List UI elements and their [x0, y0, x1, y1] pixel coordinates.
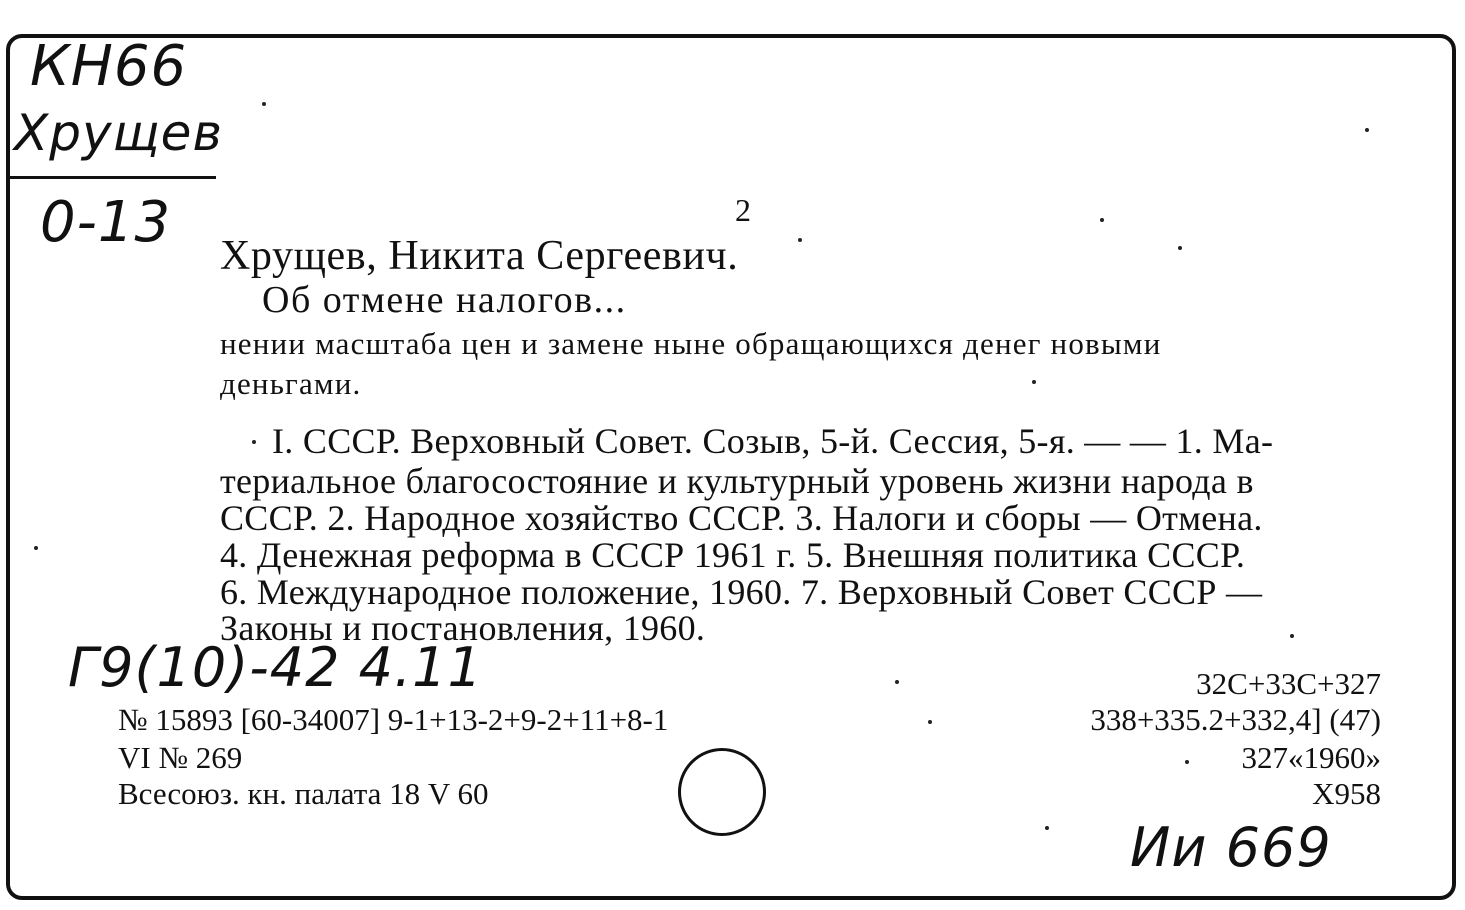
udc-line: 327«1960» — [1241, 740, 1381, 775]
footer-registration-line: № 15893 [60-34007] 9-1+13-2+9-2+11+8-1 — [118, 702, 669, 737]
handwritten-surname: Хрущев — [14, 104, 223, 162]
handwritten-index: КН66 — [30, 34, 188, 99]
speck — [252, 440, 256, 444]
speck — [928, 720, 932, 724]
subject-line: териальное благосостояние и культурный уровень жизни народа в — [220, 461, 1254, 501]
speck — [1178, 246, 1182, 250]
handwritten-code: 0-13 — [40, 190, 172, 255]
footer-series-line: VI № 269 — [118, 740, 243, 775]
subject-line: 4. Денежная реформа в СССР 1961 г. 5. Внешняя политика СССР. — [220, 535, 1246, 575]
subject-line: I. СССР. Верховный Совет. Созыв, 5-й. Сессия, 5-я. — — 1. Ма- — [272, 421, 1274, 461]
title-continuation-line: деньгами. — [220, 366, 362, 401]
udc-line: 32С+33С+327 — [1196, 666, 1381, 701]
handwritten-inventory-number: Ии 669 — [1130, 816, 1332, 879]
speck — [1045, 826, 1049, 830]
handwritten-divider — [8, 176, 216, 179]
handwritten-classification: Г9(10)-42 4.11 — [68, 636, 483, 699]
title-line: Об отмене налогов... — [262, 279, 627, 321]
speck — [1290, 634, 1294, 638]
speck — [262, 102, 266, 106]
speck — [798, 238, 802, 242]
author-heading: Хрущев, Никита Сергеевич. — [220, 233, 739, 279]
title-continuation-line: нении масштаба цен и замене ныне обращающихся денег новыми — [220, 326, 1162, 361]
speck — [1365, 128, 1369, 132]
speck — [34, 546, 38, 550]
card-number: 2 — [735, 192, 751, 228]
speck — [895, 680, 899, 684]
speck — [1100, 218, 1104, 222]
subject-line: Законы и постановления, 1960. — [220, 608, 706, 648]
subject-line: СССР. 2. Народное хозяйство СССР. 3. Налоги и сборы — Отмена. — [220, 498, 1263, 538]
udc-line: 338+335.2+332,4] (47) — [1090, 702, 1381, 737]
speck — [1185, 760, 1189, 764]
punch-hole-circle — [678, 748, 766, 836]
footer-chamber-line: Всесоюз. кн. палата 18 V 60 — [118, 776, 489, 811]
speck — [1032, 380, 1036, 384]
subject-line: 6. Международное положение, 1960. 7. Верховный Совет СССР — — [220, 572, 1263, 612]
author-mark: Х958 — [1312, 776, 1381, 811]
